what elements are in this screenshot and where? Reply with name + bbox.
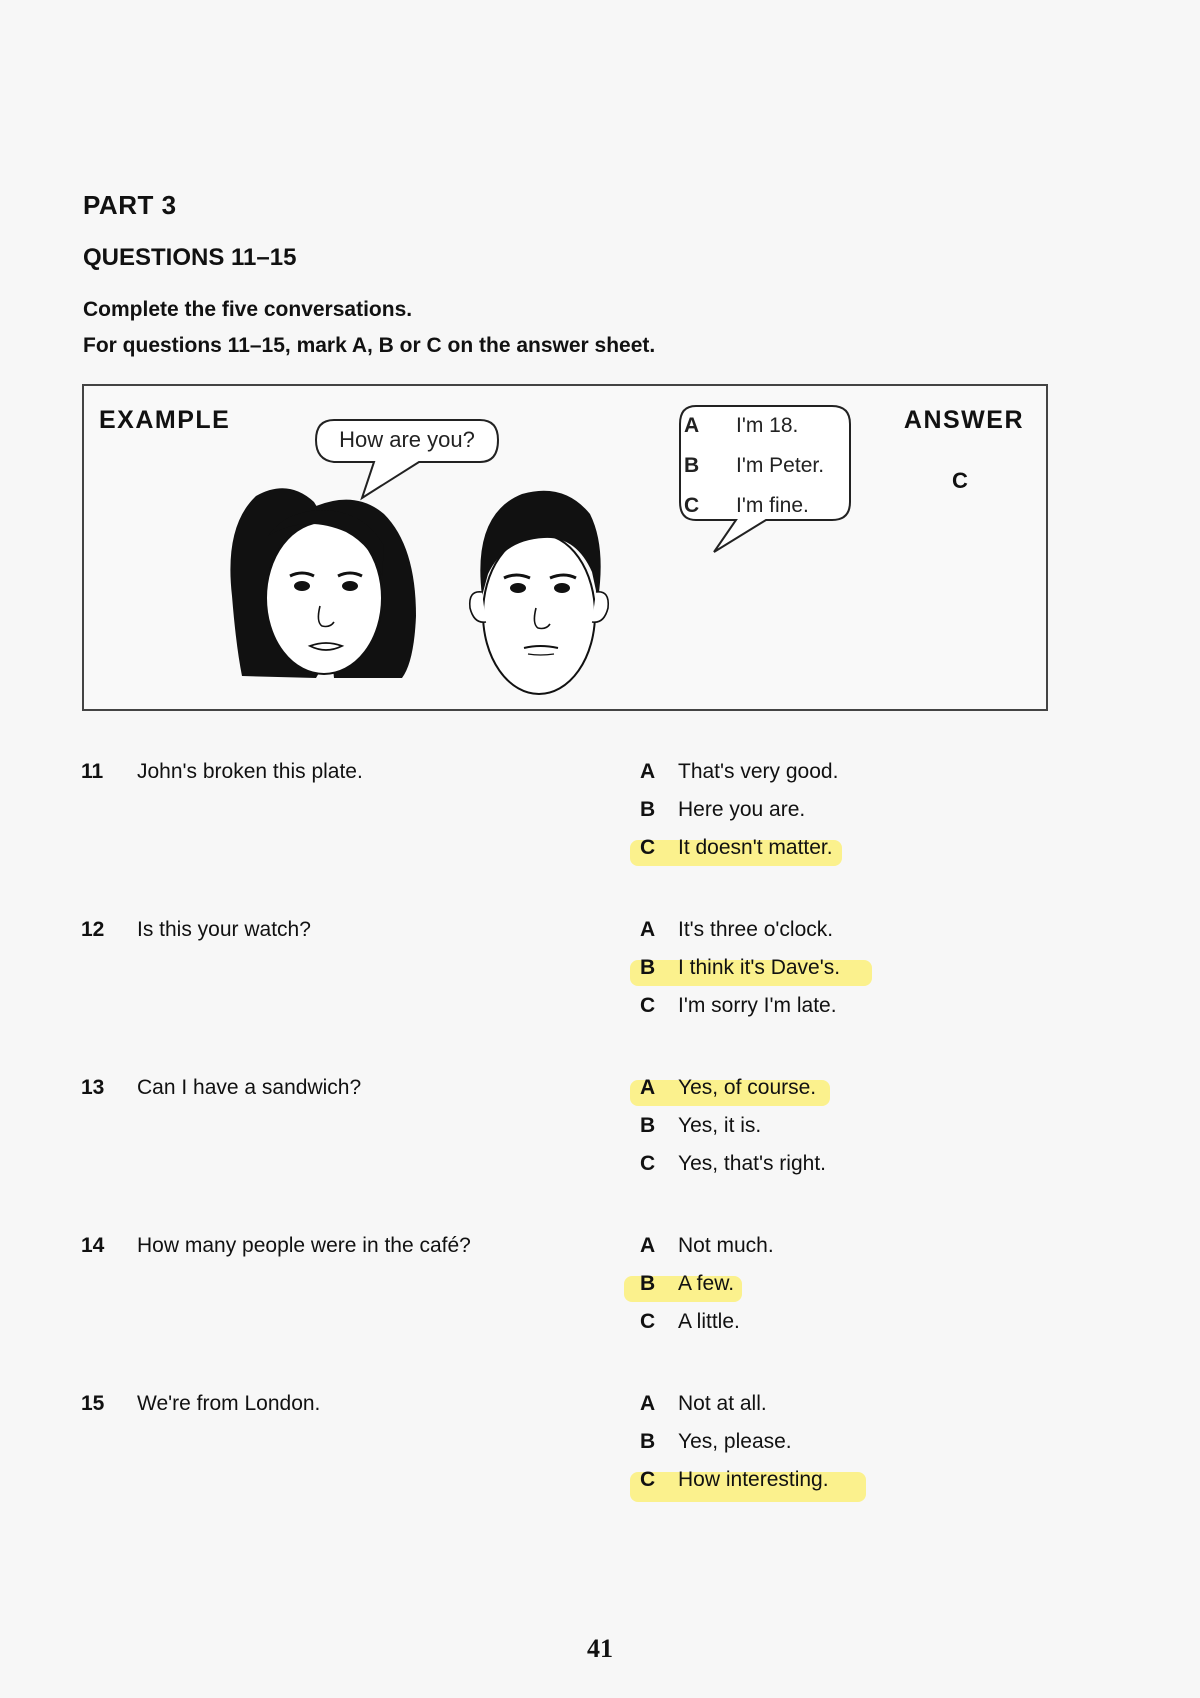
- option-letter: A: [640, 918, 656, 941]
- answer-option[interactable]: [630, 994, 930, 1024]
- option-text: A little.: [678, 1310, 740, 1333]
- answer-option[interactable]: [630, 1152, 930, 1182]
- option-letter: B: [640, 798, 656, 821]
- option-text: I think it's Dave's.: [678, 956, 841, 979]
- question-number: 14: [81, 1234, 105, 1257]
- option-text: Not at all.: [678, 1392, 767, 1415]
- example-question: How are you?: [339, 427, 475, 452]
- instruction-line-1: Complete the five conversations.: [83, 298, 413, 321]
- answer-option[interactable]: [630, 1234, 930, 1264]
- option-text: It's three o'clock.: [678, 918, 834, 941]
- question-12: [0, 918, 1200, 958]
- option-letter: A: [640, 760, 656, 783]
- option-letter: B: [684, 454, 700, 477]
- option-letter: A: [640, 1234, 656, 1257]
- option-letter: C: [640, 994, 656, 1017]
- answer-option[interactable]: [630, 1392, 930, 1422]
- answer-option[interactable]: [630, 918, 930, 948]
- question-11: [0, 760, 1200, 800]
- option-letter: A: [640, 1392, 656, 1415]
- question-text: We're from London.: [137, 1392, 321, 1415]
- option-text: I'm sorry I'm late.: [678, 994, 837, 1017]
- page-number: 41: [587, 1634, 613, 1663]
- question-number: 15: [81, 1392, 105, 1415]
- answer-option-highlighted[interactable]: [630, 836, 930, 866]
- option-text: Yes, that's right.: [678, 1152, 826, 1175]
- option-letter: B: [640, 1430, 656, 1453]
- answer-option[interactable]: [630, 760, 930, 790]
- question-number: 13: [81, 1076, 105, 1099]
- option-letter: C: [684, 494, 700, 517]
- part-title: PART 3: [83, 190, 177, 220]
- option-text: Here you are.: [678, 798, 806, 821]
- answer-option-highlighted[interactable]: [630, 1272, 930, 1302]
- option-letter: C: [640, 1468, 656, 1491]
- question-15: [0, 1392, 1200, 1432]
- answer-option[interactable]: [630, 1430, 930, 1460]
- question-text: Is this your watch?: [137, 918, 311, 941]
- answer-label: ANSWER: [903, 406, 1024, 434]
- option-letter: B: [640, 1272, 656, 1295]
- option-letter: A: [684, 414, 700, 437]
- option-text: I'm Peter.: [736, 454, 825, 477]
- option-letter: C: [640, 1310, 656, 1333]
- option-text: Yes, it is.: [678, 1114, 762, 1137]
- question-range: QUESTIONS 11–15: [83, 244, 297, 271]
- girl-face-icon: [230, 488, 416, 678]
- option-text: It doesn't matter.: [678, 836, 833, 859]
- example-options: [684, 406, 844, 526]
- option-letter: C: [640, 1152, 656, 1175]
- option-text: I'm 18.: [736, 414, 799, 437]
- question-13: [0, 1076, 1200, 1116]
- option-letter: A: [640, 1076, 656, 1099]
- answer-option-highlighted[interactable]: [630, 1076, 930, 1106]
- question-text: How many people were in the café?: [137, 1234, 471, 1257]
- option-letter: B: [640, 956, 656, 979]
- option-text: That's very good.: [678, 760, 839, 783]
- answer-option[interactable]: [630, 798, 930, 828]
- option-text: A few.: [678, 1272, 735, 1295]
- option-text: I'm fine.: [736, 494, 809, 517]
- question-text: John's broken this plate.: [137, 760, 363, 783]
- instruction-line-2: For questions 11–15, mark A, B or C on the answer sheet.: [83, 334, 656, 357]
- option-text: Not much.: [678, 1234, 774, 1257]
- answer-option-highlighted[interactable]: [630, 1468, 930, 1498]
- example-label: EXAMPLE: [99, 406, 231, 434]
- option-letter: C: [640, 836, 656, 859]
- answer-value: C: [952, 468, 968, 493]
- option-text: Yes, please.: [678, 1430, 792, 1453]
- boy-face-icon: [470, 491, 609, 694]
- option-letter: B: [640, 1114, 656, 1137]
- question-text: Can I have a sandwich?: [137, 1076, 362, 1099]
- option-text: Yes, of course.: [678, 1076, 817, 1099]
- example-box: [82, 384, 1048, 711]
- option-text: How interesting.: [678, 1468, 829, 1491]
- question-number: 12: [81, 918, 105, 941]
- answer-option[interactable]: [630, 1114, 930, 1144]
- question-14: [0, 1234, 1200, 1274]
- answer-option[interactable]: [630, 1310, 930, 1340]
- question-number: 11: [81, 760, 104, 783]
- answer-option-highlighted[interactable]: [630, 956, 930, 986]
